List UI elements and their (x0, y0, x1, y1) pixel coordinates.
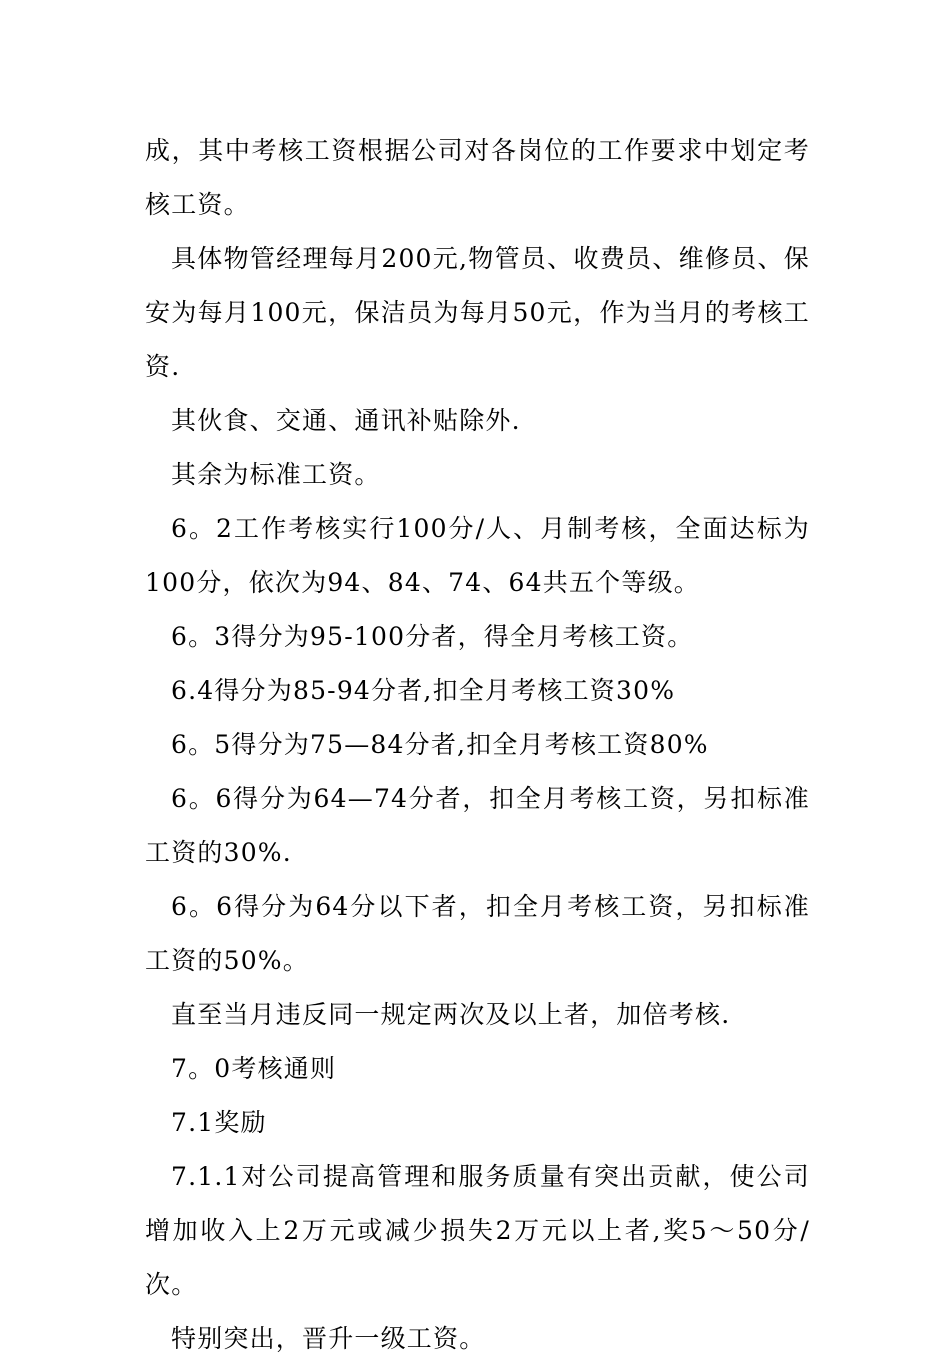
paragraph-7-1-1: 7.1.1对公司提高管理和服务质量有突出贡献，使公司增加收入上2万元或减少损失2万元以上者,奖5～50分/次。 (145, 1162, 810, 1299)
paragraph-continuation: 成，其中考核工资根据公司对各岗位的工作要求中划定考核工资。 (145, 136, 810, 219)
paragraph-double-assessment: 直至当月违反同一规定两次及以上者，加倍考核. (171, 1000, 731, 1029)
paragraph-6-6-b: 6。6得分为64分以下者，扣全月考核工资，另扣标准工资的50%。 (145, 892, 810, 975)
paragraph-assessment-amounts: 具体物管经理每月200元,物管员、收费员、维修员、保安为每月100元，保洁员为每月50元，作为当月的考核工资. (145, 244, 810, 381)
paragraph-standard-wage: 其余为标准工资。 (171, 460, 381, 489)
document-body (145, 124, 810, 1366)
paragraph-6-5: 6。5得分为75—84分者,扣全月考核工资80% (171, 730, 709, 759)
heading-7-1: 7.1奖励 (171, 1108, 267, 1137)
paragraph-6-6-a: 6。6得分为64—74分者，扣全月考核工资，另扣标准工资的30%. (145, 784, 810, 867)
paragraph-6-2: 6。2工作考核实行100分/人、月制考核，全面达标为100分，依次为94、84、74、64共五个等级。 (145, 514, 810, 597)
paragraph-6-3: 6。3得分为95-100分者，得全月考核工资。 (171, 622, 694, 651)
paragraph-promotion: 特别突出，晋升一级工资。 (171, 1324, 486, 1353)
heading-7-0: 7。0考核通则 (171, 1054, 337, 1083)
paragraph-6-4: 6.4得分为85-94分者,扣全月考核工资30% (171, 676, 676, 705)
paragraph-subsidy-exclusion: 其伙食、交通、通讯补贴除外. (171, 406, 521, 435)
